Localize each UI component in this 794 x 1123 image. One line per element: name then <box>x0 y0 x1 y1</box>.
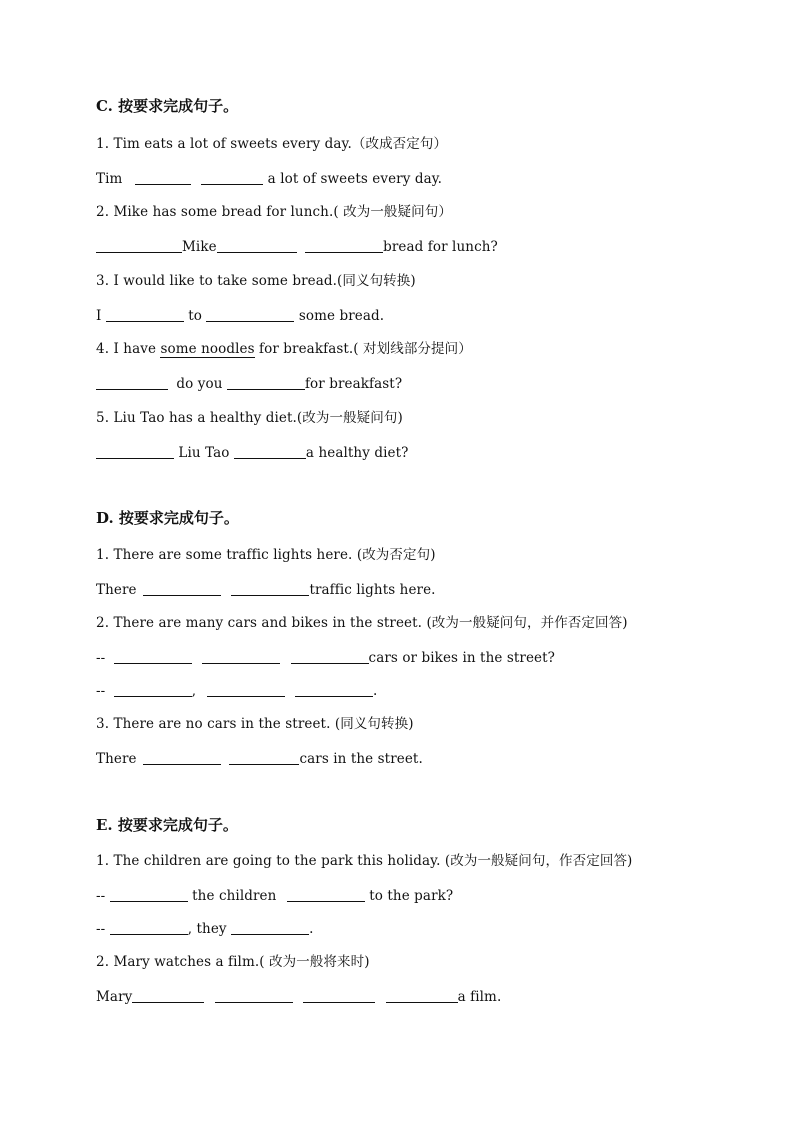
answer-blank[interactable] <box>96 375 168 390</box>
e-q1-prompt: 1. The children are going to the park this holiday. (改为一般疑问句，作否定回答) <box>96 853 633 869</box>
answer-blank[interactable] <box>231 581 309 596</box>
answer-text: traffic lights here. <box>309 582 436 598</box>
answer-text: -- <box>96 650 106 666</box>
answer-blank[interactable] <box>201 170 263 185</box>
e-q2-prompt: 2. Mary watches a film.( 改为一般将来时) <box>96 954 370 970</box>
answer-blank[interactable] <box>217 238 297 253</box>
answer-blank[interactable] <box>110 920 188 935</box>
answer-text: to the park? <box>369 888 454 904</box>
section-e-heading: E. 按要求完成句子。 <box>96 816 238 834</box>
c-q2-answer-line <box>96 238 498 256</box>
e-q2-answer-line <box>96 988 501 1006</box>
answer-text: I <box>96 308 102 324</box>
prompt-text: 4. I have <box>96 341 161 357</box>
e-q1-answer-line-1 <box>96 887 453 905</box>
answer-blank[interactable] <box>114 682 192 697</box>
answer-text: -- <box>96 921 106 937</box>
answer-text: some bread. <box>298 308 385 324</box>
c-q4-prompt <box>96 340 472 358</box>
c-q3-prompt: 3. I would like to take some bread.(同义句转换) <box>96 273 416 289</box>
d-q2-answer-line-1 <box>96 649 555 667</box>
answer-text: . <box>372 683 378 699</box>
section-c-heading: C. 按要求完成句子。 <box>96 97 239 115</box>
d-q1-answer-line <box>96 581 436 599</box>
answer-text: -- <box>96 683 106 699</box>
prompt-text: for breakfast.( 对划线部分提问） <box>254 341 472 357</box>
answer-blank[interactable] <box>303 988 375 1003</box>
d-q3-answer-line <box>96 750 423 768</box>
answer-text: , they <box>187 921 227 937</box>
answer-text: There <box>96 751 137 767</box>
answer-blank[interactable] <box>287 887 365 902</box>
d-q2-answer-line-2 <box>96 682 377 700</box>
answer-text: a healthy diet? <box>305 445 409 461</box>
c-q5-prompt: 5. Liu Tao has a healthy diet.(改为一般疑问句) <box>96 410 403 426</box>
c-q4-answer-line <box>96 375 402 393</box>
answer-text: -- <box>96 888 106 904</box>
answer-blank[interactable] <box>386 988 458 1003</box>
answer-blank[interactable] <box>143 750 221 765</box>
answer-text: bread for lunch? <box>383 239 498 255</box>
answer-text: There <box>96 582 137 598</box>
answer-text: to <box>188 308 203 324</box>
answer-text: a film. <box>457 989 502 1005</box>
c-q1-answer-line <box>96 170 442 188</box>
answer-text: Mike <box>182 239 217 255</box>
answer-text: Tim <box>96 171 123 187</box>
answer-text: for breakfast? <box>304 376 403 392</box>
answer-text: cars or bikes in the street? <box>368 650 556 666</box>
answer-blank[interactable] <box>110 887 188 902</box>
answer-blank[interactable] <box>143 581 221 596</box>
answer-blank[interactable] <box>106 307 184 322</box>
answer-blank[interactable] <box>207 682 285 697</box>
answer-blank[interactable] <box>229 750 299 765</box>
answer-blank[interactable] <box>231 920 309 935</box>
underlined-phrase: some noodles <box>160 341 255 357</box>
d-q1-prompt: 1. There are some traffic lights here. (改为否定句) <box>96 547 436 563</box>
answer-blank[interactable] <box>132 988 204 1003</box>
section-d-heading: D. 按要求完成句子。 <box>96 509 239 527</box>
answer-text: . <box>309 921 314 937</box>
answer-text: cars in the street. <box>299 751 423 767</box>
answer-blank[interactable] <box>234 444 306 459</box>
answer-blank[interactable] <box>202 649 280 664</box>
c-q2-prompt: 2. Mike has some bread for lunch.( 改为一般疑问句） <box>96 204 452 220</box>
c-q5-answer-line <box>96 444 408 462</box>
answer-text: Liu Tao <box>178 445 230 461</box>
answer-text: Mary <box>96 989 133 1005</box>
answer-blank[interactable] <box>114 649 192 664</box>
answer-blank[interactable] <box>291 649 369 664</box>
answer-text: a lot of sweets every day. <box>267 171 443 187</box>
c-q1-prompt: 1. Tim eats a lot of sweets every day.（改成否定句） <box>96 136 448 152</box>
answer-blank[interactable] <box>305 238 383 253</box>
e-q1-answer-line-2 <box>96 920 313 938</box>
answer-text: the children <box>192 888 277 904</box>
answer-blank[interactable] <box>96 238 182 253</box>
d-q2-prompt: 2. There are many cars and bikes in the street. (改为一般疑问句，并作否定回答) <box>96 615 628 631</box>
answer-text: do you <box>176 376 223 392</box>
d-q3-prompt: 3. There are no cars in the street. (同义句转换) <box>96 716 414 732</box>
answer-blank[interactable] <box>96 444 174 459</box>
answer-text: , <box>191 683 197 699</box>
c-q3-answer-line <box>96 307 384 325</box>
answer-blank[interactable] <box>135 170 191 185</box>
answer-blank[interactable] <box>206 307 294 322</box>
answer-blank[interactable] <box>295 682 373 697</box>
answer-blank[interactable] <box>215 988 293 1003</box>
answer-blank[interactable] <box>227 375 305 390</box>
